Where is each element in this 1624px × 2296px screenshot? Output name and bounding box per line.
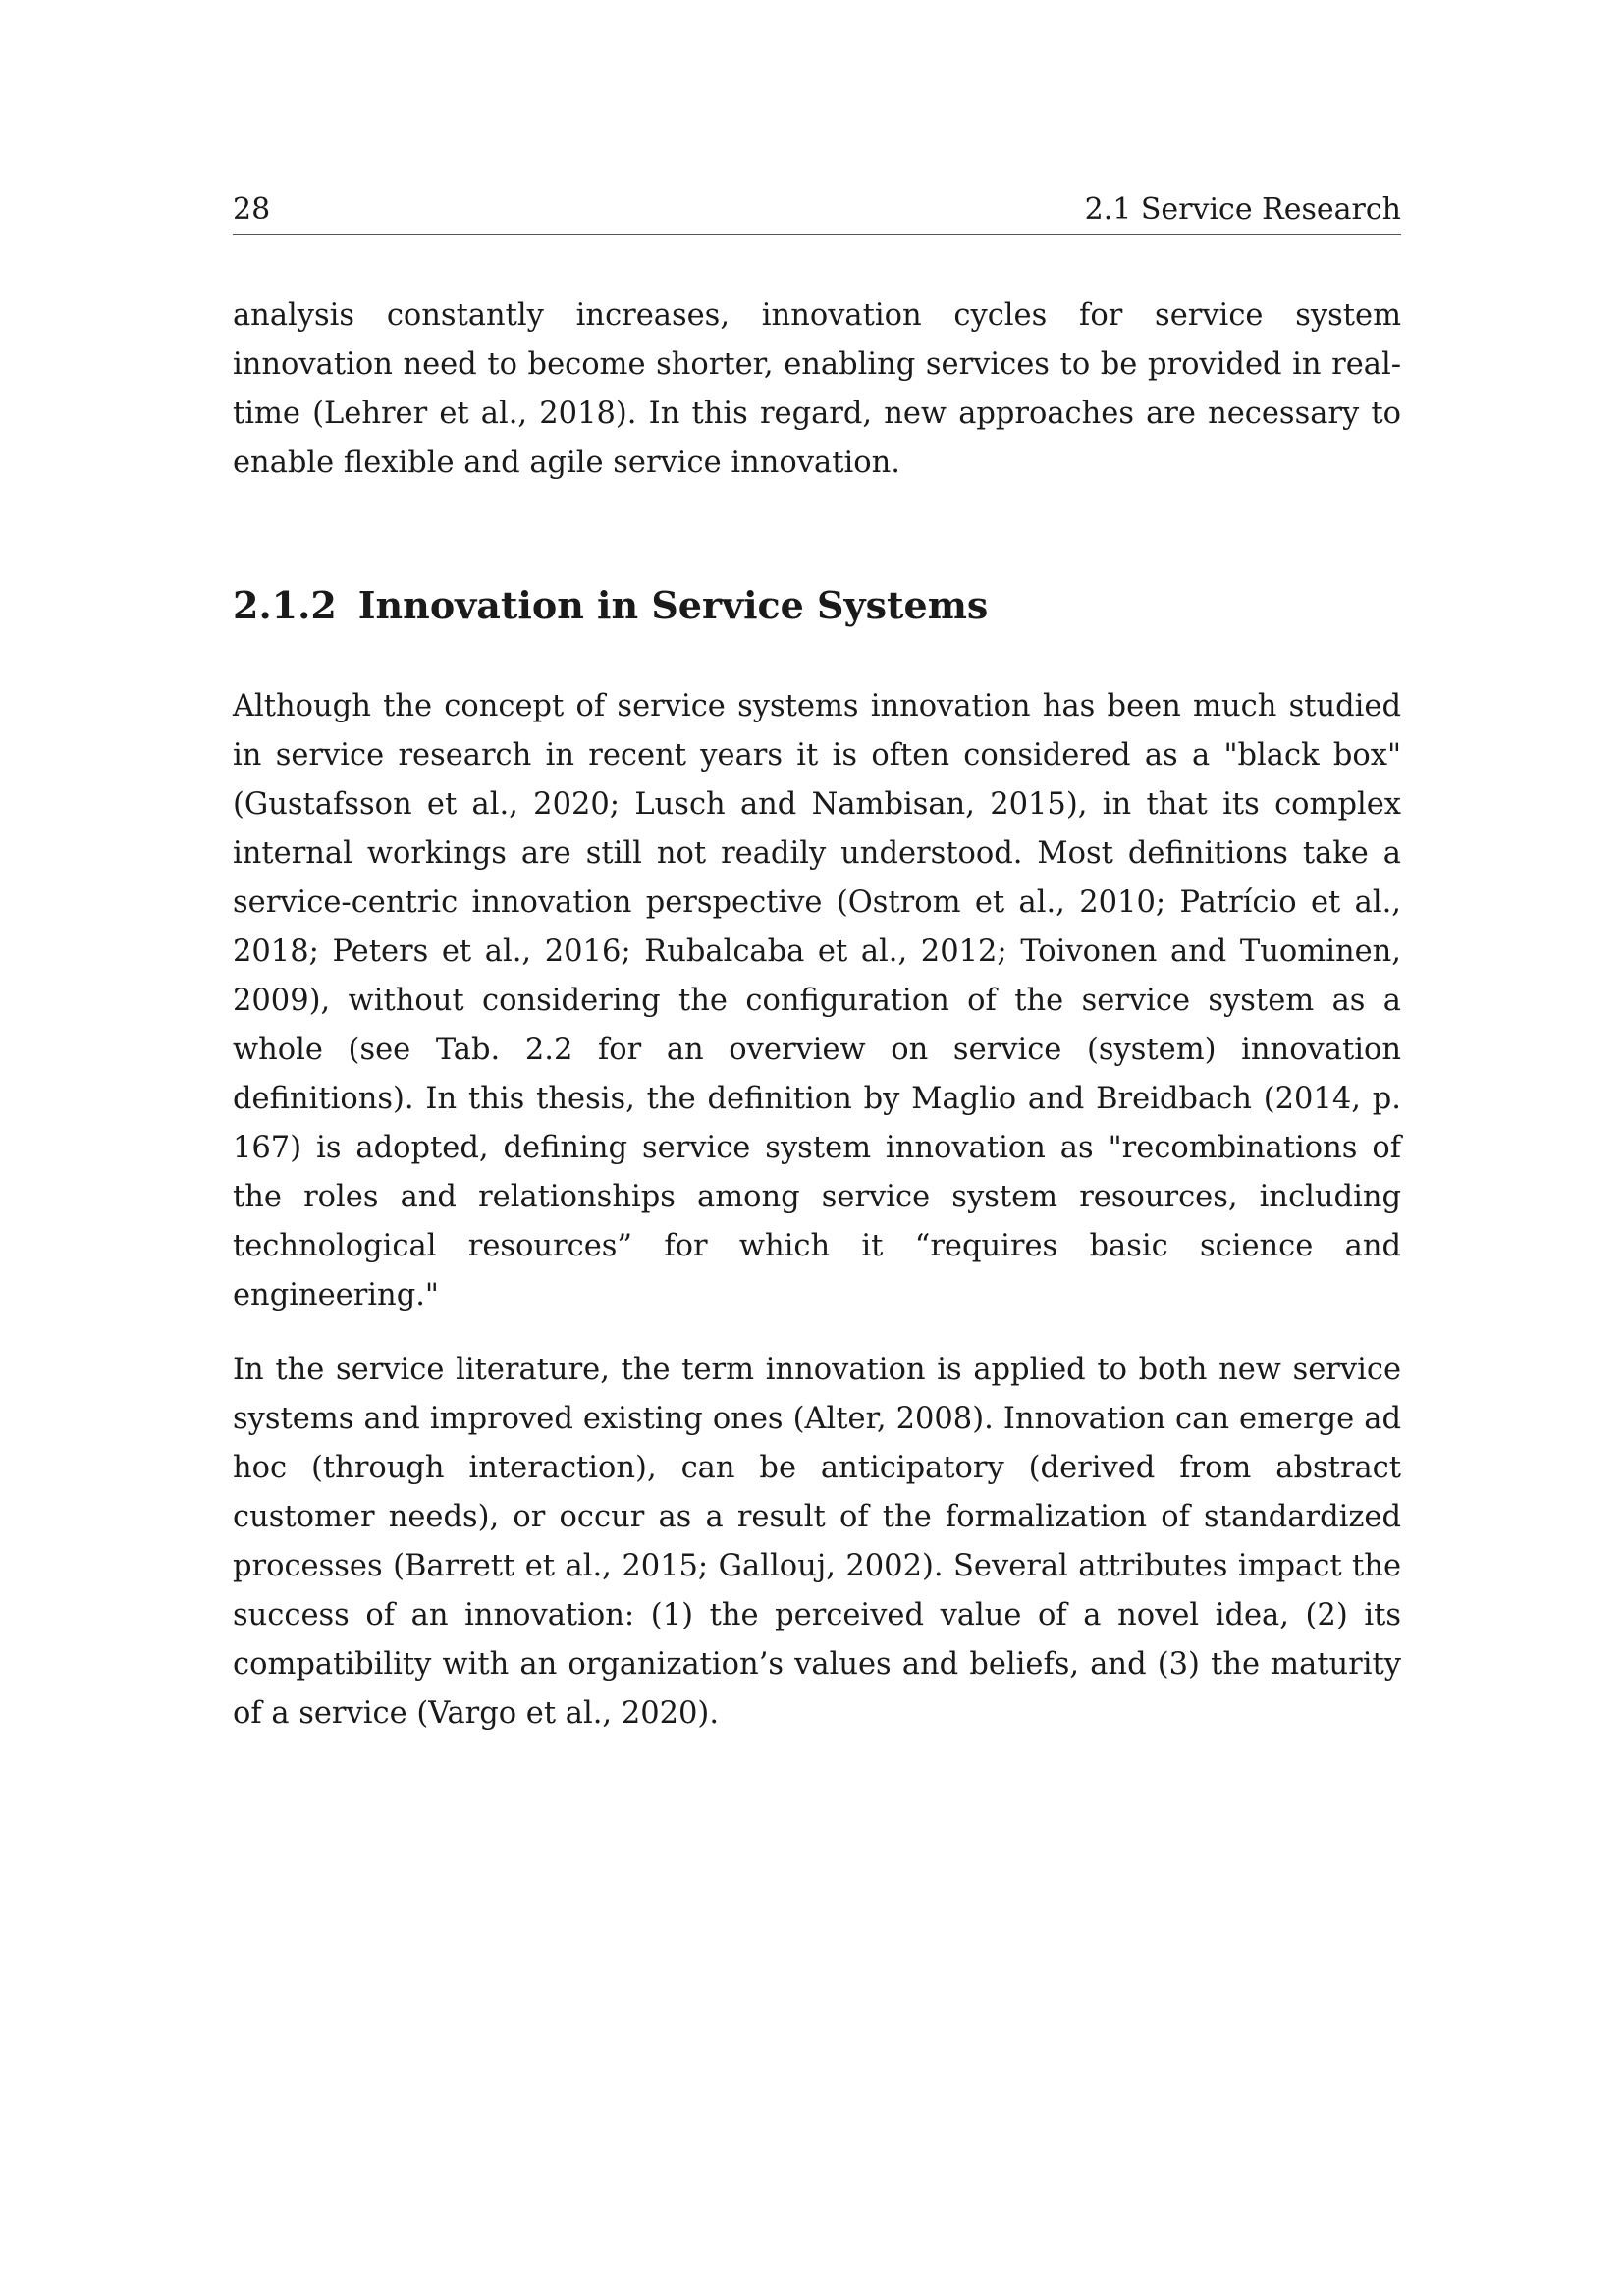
document-page bbox=[233, 187, 1401, 1738]
page-number: 28 bbox=[233, 192, 271, 227]
body-paragraph: In the service literature, the term innovation is applied to both new service systems and improved existing ones (Alter, 2008). Innovation can emerge ad hoc (through interaction), can be anticipatory (derived from abstract customer needs), or occur as a result of the formalization of standardized processes (Barrett et al., 2015; Gallouj, 2002). Several attributes impact the success of an innovation: (1) the perceived value of a novel idea, (2) its compatibility with an organization’s values and beliefs, and (3) the maturity of a service (Vargo et al., 2020). bbox=[233, 1353, 1401, 1731]
running-header bbox=[233, 187, 1401, 235]
intro-paragraph: analysis constantly increases, innovation cycles for service system innovation need to become shorter, enabling services to be provided in real-time (Lehrer et al., 2018). In this regard, new approaches are necessary to enable flexible and agile service innovation. bbox=[233, 298, 1401, 480]
body-paragraph: Although the concept of service systems innovation has been much studied in service research in recent years it is often considered as a "black box" (Gustafsson et al., 2020; Lusch and Nambisan, 2015), in that its complex internal workings are still not readily understood. Most definitions take a service-centric innovation perspective (Ostrom et al., 2010; Patrício et al., 2018; Peters et al., 2016; Rubalcaba et al., 2012; Toivonen and Tuominen, 2009), without considering the configuration of the service system as a whole (see Tab. 2.2 for an overview on service (system) innovation definitions). In this thesis, the definition by Maglio and Breidbach (2014, p. 167) is adopted, defining service system innovation as "recombinations of the roles and relationships among service system resources, including technological resources” for which it “requires basic science and engineering." bbox=[233, 689, 1401, 1312]
subsection-number: 2.1.2 bbox=[233, 583, 337, 627]
subsection-heading bbox=[233, 582, 1401, 629]
running-section-title: 2.1 Service Research bbox=[1084, 192, 1401, 227]
subsection-title: Innovation in Service Systems bbox=[357, 583, 989, 627]
